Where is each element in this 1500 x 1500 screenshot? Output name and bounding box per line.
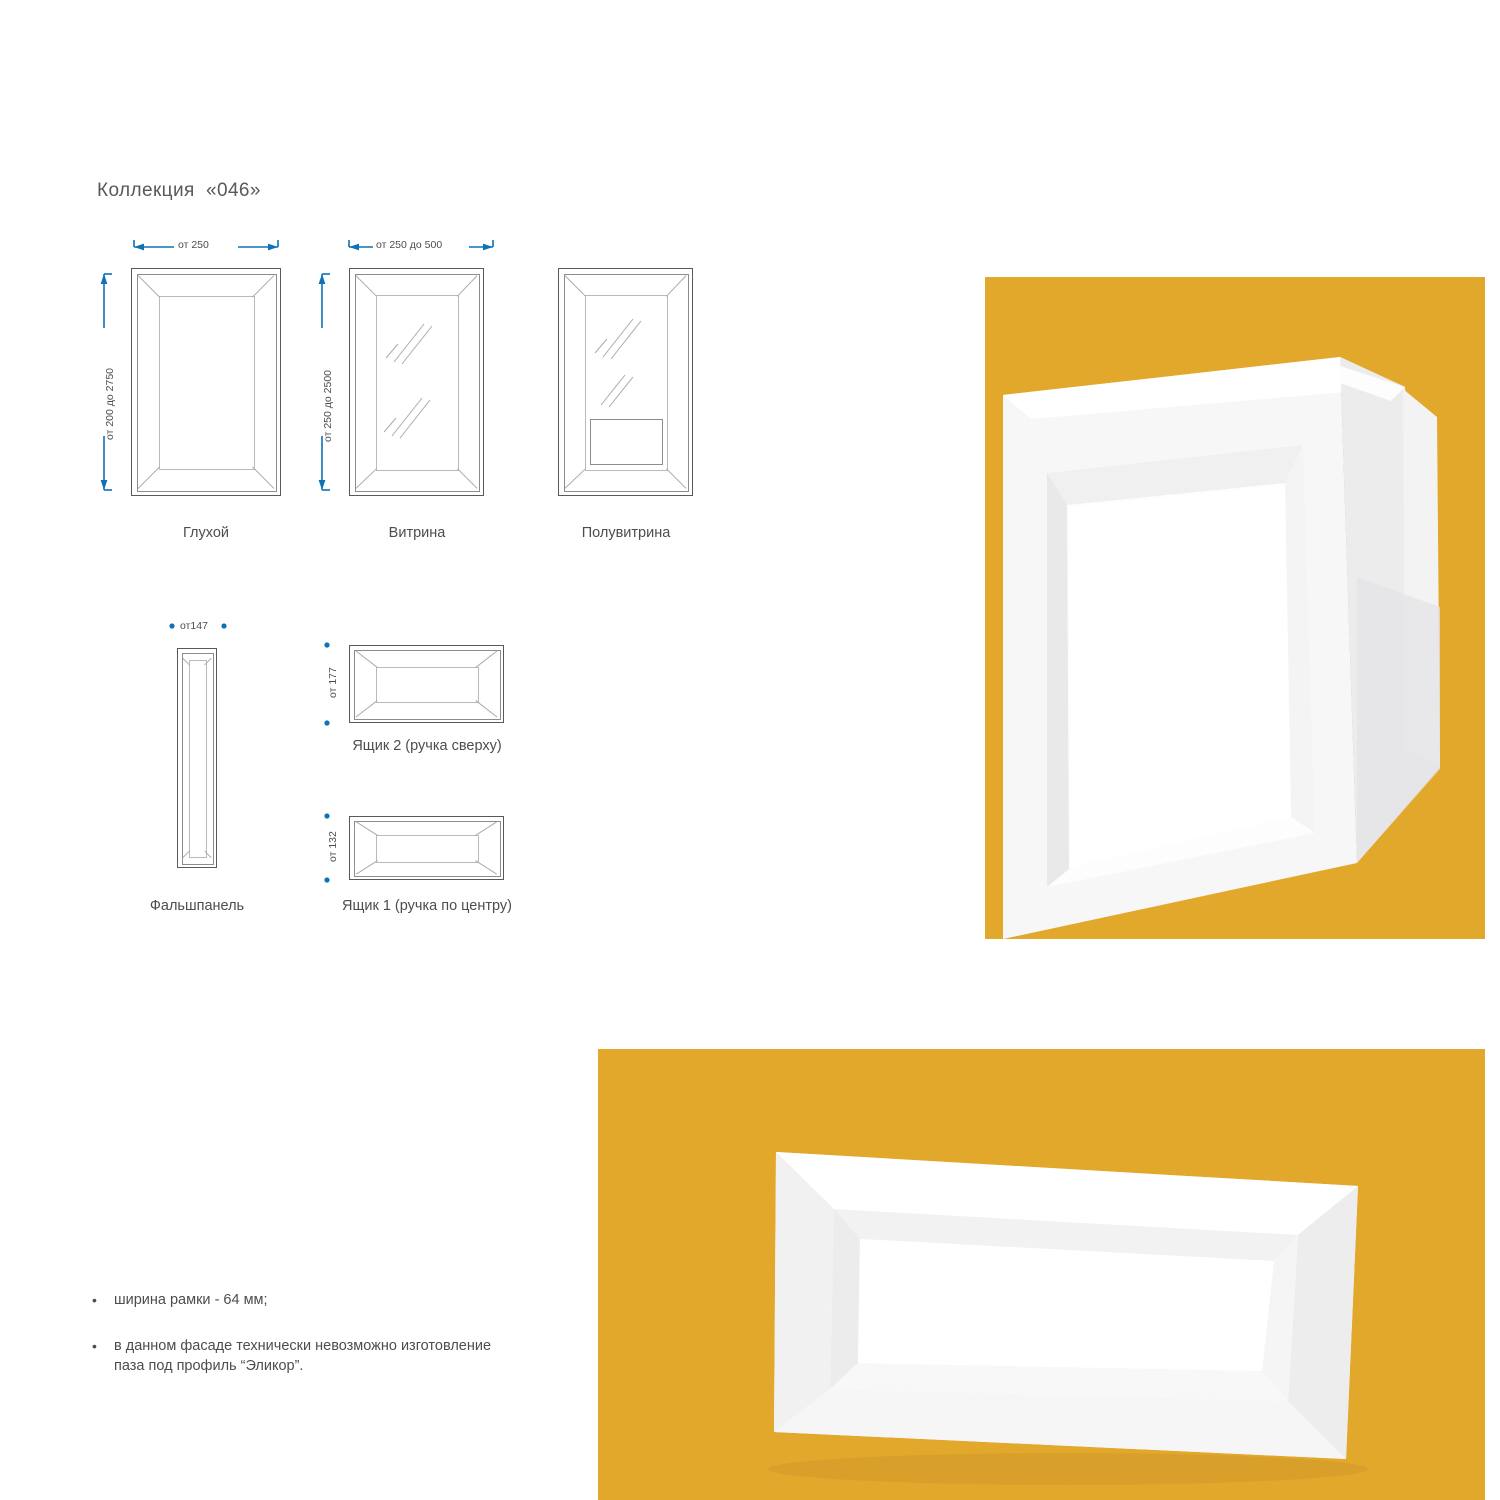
figure-false-panel — [177, 648, 217, 868]
drawer2-height-label: от 177 — [327, 667, 339, 698]
vitrine-width-label: от 250 до 500 — [376, 239, 443, 251]
false-panel-outline — [177, 648, 217, 868]
note-text: в данном фасаде технически невозможно изготовление паза под профиль “Эликор”. — [114, 1338, 492, 1374]
blind-panel-outline — [131, 268, 281, 496]
photo-door-corner — [985, 277, 1485, 939]
vitrine-height-label: от 250 до 2500 — [322, 369, 334, 442]
half-vitrine-lower-panel — [590, 419, 663, 465]
figure-blind — [131, 268, 281, 496]
figure-drawer2 — [349, 645, 504, 723]
caption-vitrine: Витрина — [388, 525, 446, 541]
blind-height-label: от 200 до 2750 — [104, 367, 116, 440]
note-bullet-icon: • — [92, 1292, 97, 1308]
caption-drawer2: Ящик 2 (ручка сверху) — [352, 738, 502, 754]
caption-drawer1: Ящик 1 (ручка по центру) — [341, 898, 513, 914]
caption-false-panel: Фальшпанель — [149, 898, 245, 914]
caption-half-vitrine: Полувитрина — [581, 525, 671, 541]
vitrine-glass-field — [376, 295, 459, 471]
false-panel-width-label: от147 — [180, 620, 208, 632]
note-item — [92, 1290, 522, 1310]
drawer1-panel-outline — [349, 816, 504, 880]
drawer1-height-label: от 132 — [327, 831, 339, 862]
note-bullet-icon: • — [92, 1338, 97, 1354]
figure-half-vitrine — [558, 268, 693, 496]
drawer1-field — [376, 835, 479, 863]
photo-drawer-front-image — [598, 1049, 1485, 1500]
figure-drawer1 — [349, 816, 504, 880]
blind-width-label: от 250 — [178, 239, 209, 251]
caption-blind: Глухой — [183, 525, 229, 541]
page-title: Коллекция «046» — [97, 180, 261, 201]
photo-door-corner-image — [985, 277, 1485, 939]
note-text: ширина рамки - 64 мм; — [114, 1292, 268, 1308]
drawer2-field — [376, 667, 479, 703]
vitrine-panel-outline — [349, 268, 484, 496]
false-panel-field — [189, 660, 207, 858]
note-item — [92, 1336, 522, 1376]
blind-panel-field — [159, 296, 255, 470]
notes-list — [92, 1290, 522, 1402]
figure-vitrine — [349, 268, 484, 496]
half-vitrine-panel-outline — [558, 268, 693, 496]
photo-drawer-front — [598, 1049, 1485, 1500]
drawer2-panel-outline — [349, 645, 504, 723]
